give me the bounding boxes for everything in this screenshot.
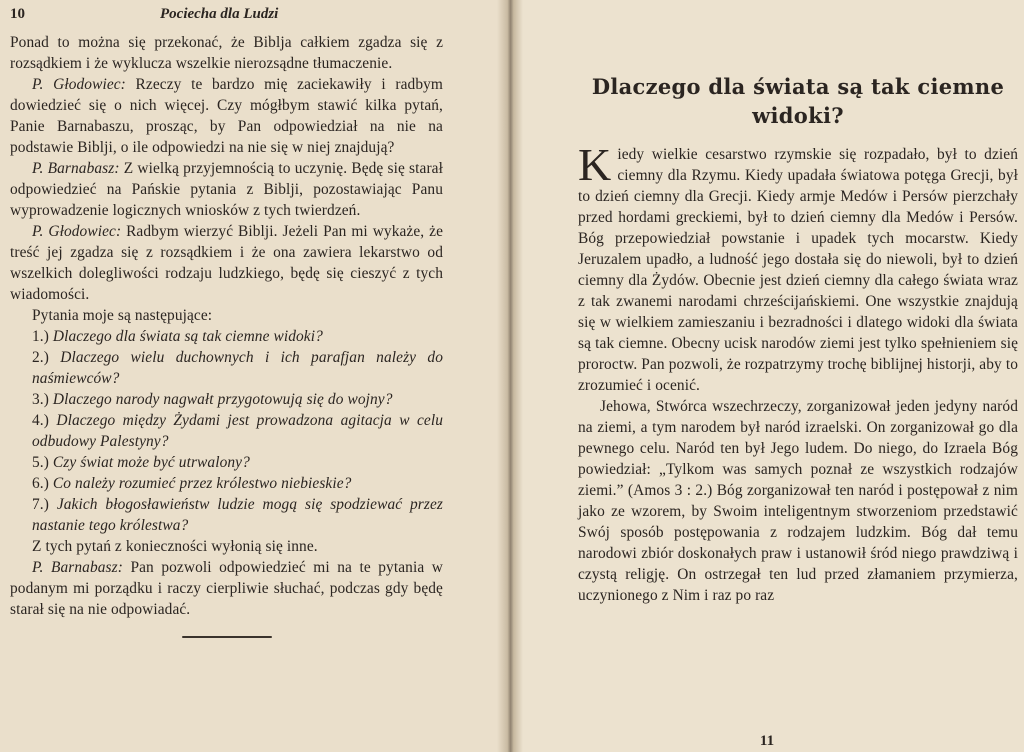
question-number: 2.) — [32, 349, 49, 366]
opening-paragraph — [578, 139, 1018, 396]
dialogue-text: Z wielką przyjemnością to uczynię. Będę się starał odpowiedzieć na Pańskie pytania z Biblji, pozostawiając Panu wyprowadzenie logicznych wniosków z tych twierdzeń. — [10, 160, 443, 219]
question-number: 4.) — [32, 412, 49, 429]
dialogue-paragraph — [10, 557, 443, 620]
question-number: 6.) — [32, 475, 49, 492]
question-number: 3.) — [32, 391, 49, 408]
running-title: Pociecha dla Ludzi — [160, 6, 279, 22]
right-body — [578, 139, 1018, 606]
left-page — [0, 0, 505, 752]
section-ornament — [10, 628, 443, 646]
question-item — [10, 452, 443, 473]
dialogue-text: Pan pozwoli odpowiedzieć mi na te pytania w podanym mi porządku i raczy cierpliwie słuchać, podczas gdy będę starał się na nie odpowiadać. — [10, 559, 443, 618]
opening-text: iedy wielkie cesarstwo rzymskie się rozpadało, był to dzień ciemny dla Rzymu. Kiedy upadała światowa potęga Grecji, był to dzień ciemny dla Grecji. Kiedy armje Medów i Persów pierzchały przed hordami greckiemi, był to dzień ciemny dla Medów i Persów. Bóg przepowiedział powstanie i upadek tych mocarstw. Kiedy Jeruzalem upadło, a ludność jego dostała się do niewoli, był to dzień ciemny dla Żydów. Obecnie jest dzień ciemny dla całego świata wraz z tak zwanemi narodami chrześcijańskiemi. One wszystkie znajdują się w wielkiem zamieszaniu i bezradności i dlatego widoki dla świata są tak ciemne. Obecny ucisk narodów ziemi jest tylko spełnieniem się proroctw. Pan pozwoli, że rozpatrzymy trochę biblijnej historji, aby to zrozumieć i ocenić. — [578, 146, 1018, 394]
question-text: Co należy rozumieć przez królestwo niebieskie? — [52, 475, 352, 492]
question-item — [10, 326, 443, 347]
book-gutter — [497, 0, 523, 752]
question-text: Dlaczego narody nagwałt przygotowują się do wojny? — [52, 391, 393, 408]
question-item — [10, 473, 443, 494]
right-page — [510, 0, 1024, 752]
running-head — [10, 6, 443, 32]
speaker-label: P. Głodowiec: — [32, 223, 122, 240]
page-number-left: 10 — [10, 6, 25, 22]
question-item — [10, 410, 443, 452]
question-number: 1.) — [32, 328, 49, 345]
question-text: Dlaczego dla świata są tak ciemne widoki? — [52, 328, 323, 345]
question-text: Dlaczego między Żydami jest prowadzona agitacja w celu odbudowy Palestyny? — [32, 412, 444, 450]
question-text: Czy świat może być utrwalony? — [52, 454, 250, 471]
question-number: 7.) — [32, 496, 49, 513]
questions-intro: Pytania moje są następujące: — [32, 307, 213, 324]
dialogue-paragraph — [10, 74, 443, 158]
speaker-label: P. Barnabasz: — [32, 160, 120, 177]
chapter-heading: Dlaczego dla świata są tak ciemne widoki? — [591, 74, 1005, 128]
dialogue-text: Radbym wierzyć Biblji. Jeżeli Pan mi wykaże, że treść jej zgadza się z rozsądkiem i że ona zawiera lekarstwo od wszelkich dolegliwości rodzaju ludzkiego, będę się cieszyć z tych wiadomości. — [10, 223, 443, 303]
closing-line: Z tych pytań z konieczności wyłonią się inne. — [32, 538, 318, 555]
left-body — [10, 32, 443, 620]
dialogue-paragraph — [10, 158, 443, 221]
question-text: Dlaczego wielu duchownych i ich parafjan należy do naśmiewców? — [32, 349, 443, 387]
question-item — [10, 347, 443, 389]
page-number-right: 11 — [759, 733, 775, 749]
drop-cap: K — [578, 139, 612, 190]
question-number: 5.) — [32, 454, 49, 471]
question-item — [10, 389, 443, 410]
question-item — [10, 494, 443, 536]
paragraph: Jehowa, Stwórca wszechrzeczy, zorganizował jeden jedyny naród na ziemi, a tym narodem był naród izraelski. On zorganizował go dla pewnego celu. Naród ten był Jego ludem. Do niego, do Izraela Bóg powiedział: „Tylkom was samych poznał ze wszystkich rodzajów ziemi.” (Amos 3 : 2.) Bóg zorganizował ten naród i postępował z nim jako ze wzorem, by Swoim inteligentnym stworzeniom przedstawić Swój sposób postępowania z rodzajem ludzkim. Bóg dał temu narodowi zbiór doskonałych praw i ustanowił śród niego prawdziwą i czystą religję. On ostrzegał ten lud przed złamaniem przymierza, uczynionego z Nim i raz po raz — [578, 398, 1018, 604]
paragraph-intro: Ponad to można się przekonać, że Biblja całkiem zgadza się z rozsądkiem i że wyklucza wszelkie nierozsądne tłumaczenie. — [10, 34, 443, 72]
speaker-label: P. Głodowiec: — [32, 76, 126, 93]
speaker-label: P. Barnabasz: — [32, 559, 123, 576]
dialogue-paragraph — [10, 221, 443, 305]
question-text: Jakich błogosławieństw ludzie mogą się spodziewać przez nastanie tego królestwa? — [32, 496, 443, 534]
dialogue-text: Rzeczy te bardzo mię zaciekawiły i radbym dowiedzieć się o nich więcej. Czy mógłbym stawić kilka pytań, Panie Barnabaszu, prosząc, by Pan odpowiedział na nie na podstawie Biblji, o ile odpowiedzi na nie się w niej znajdują? — [10, 76, 443, 156]
